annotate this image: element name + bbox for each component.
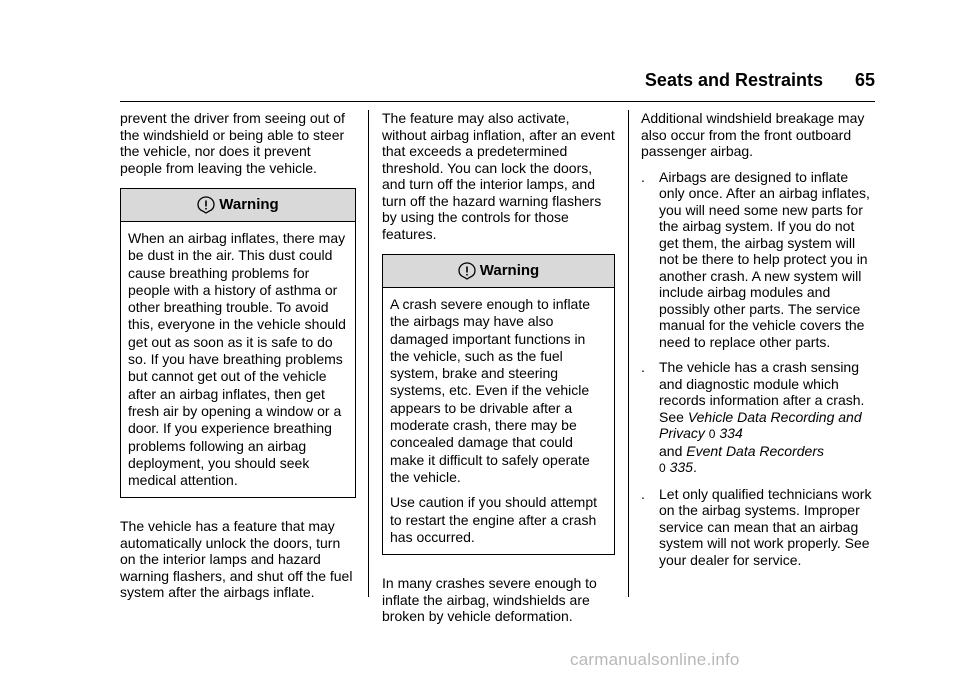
- page-ref-icon: 0: [708, 427, 716, 441]
- warning-label: Warning: [479, 261, 540, 279]
- list-item-text-part: and: [659, 442, 683, 459]
- list-item-text-part: .: [692, 459, 697, 475]
- column-3: [641, 110, 875, 568]
- section-title: Seats and Restraints: [644, 70, 823, 90]
- list-item-text: Airbags are designed to inflate only once. After an airbag inflates, you will need some new parts for the airbag system. If you do not get them, the airbag system will not be there to help protect you in another crash. A new system will include airbag modules and possibly other parts. The service manual for the vehicle covers the need to replace other parts.: [659, 168, 870, 350]
- warning-label: Warning: [219, 195, 279, 213]
- page-ref-icon: 0: [659, 461, 666, 475]
- page-number: 65: [854, 70, 875, 90]
- reference-page[interactable]: 334: [719, 425, 743, 441]
- paragraph: Additional windshield breakage may also occur from the front outboard passenger airbag.: [641, 110, 865, 159]
- list-item-text: [659, 359, 875, 477]
- column-divider: [368, 110, 369, 597]
- reference-page[interactable]: 335: [669, 459, 693, 475]
- watermark: carmanualsonline.info: [570, 650, 740, 669]
- paragraph: In many crashes severe enough to inflate the airbag, windshields are broken by vehicle deformation.: [382, 575, 597, 625]
- reference-title[interactable]: Event Data Recorders: [686, 442, 824, 459]
- list-item: [641, 359, 875, 477]
- list-item-text-part: The vehicle has a crash sensing and diagnostic module which records information after a crash. See: [659, 359, 865, 425]
- paragraph: The vehicle has a feature that may automatically unlock the doors, turn on the interior lamps and hazard warning flashers, and shut off the fuel system after the airbags inflate.: [120, 518, 353, 601]
- page-header: [0, 70, 875, 94]
- warning-heading: [383, 255, 614, 288]
- column-divider: [628, 110, 629, 597]
- paragraph: The feature may also activate, without airbag inflation, after an event that exceeds a predetermined threshold. You can lock the doors, and turn off the interior lamps, and turn off the hazard warning flashers by using the controls for those features.: [382, 110, 615, 242]
- list-item: [641, 169, 875, 351]
- warning-text: A crash severe enough to inflate the airbags may have also damaged important functions in the vehicle, such as the fuel system, brake and steering systems, etc. Even if the vehicle appears to be drivable after a moderate crash, there may be concealed damage that could make it difficult to safely operate the vehicle.: [390, 296, 591, 485]
- warning-heading: [121, 189, 355, 222]
- bullet-marker: .: [641, 359, 645, 375]
- paragraph: prevent the driver from seeing out of the windshield or being able to steer the vehicle, nor does it prevent people from leaving the vehicle.: [120, 110, 345, 176]
- list-item: [641, 486, 875, 569]
- bullet-marker: .: [641, 485, 645, 502]
- cross-reference-link[interactable]: [659, 443, 824, 476]
- cross-reference-link[interactable]: [659, 409, 862, 442]
- warning-body: [121, 222, 355, 497]
- warning-box: [120, 188, 356, 498]
- reference-title[interactable]: Vehicle Data Recording and Privacy: [659, 408, 862, 441]
- warning-box: [382, 254, 615, 555]
- warning-text: When an airbag inflates, there may be dust in the air. This dust could cause breathing problems for people with a history of asthma or other breathing trouble. To avoid this, everyone in the vehicle should get out as soon as it is safe to do so. If you have breathing problems but cannot get out of the vehicle after an airbag inflates, then get fresh air by opening a window or a door. If you experience breathing problems following an airbag deployment, you should seek medical attention.: [128, 230, 346, 489]
- column-2: [382, 110, 615, 625]
- header-rule: [120, 101, 875, 102]
- warning-body: [383, 288, 614, 554]
- list-item-text: Let only qualified technicians work on the airbag systems. Improper service can mean that an airbag system will not work properly. See your dealer for service.: [659, 485, 872, 568]
- column-1: [120, 110, 356, 601]
- warning-text: Use caution if you should attempt to restart the engine after a crash has occurred.: [390, 494, 598, 545]
- warning-icon: [458, 262, 476, 280]
- bullet-marker: .: [641, 168, 645, 185]
- warning-icon: [197, 196, 215, 214]
